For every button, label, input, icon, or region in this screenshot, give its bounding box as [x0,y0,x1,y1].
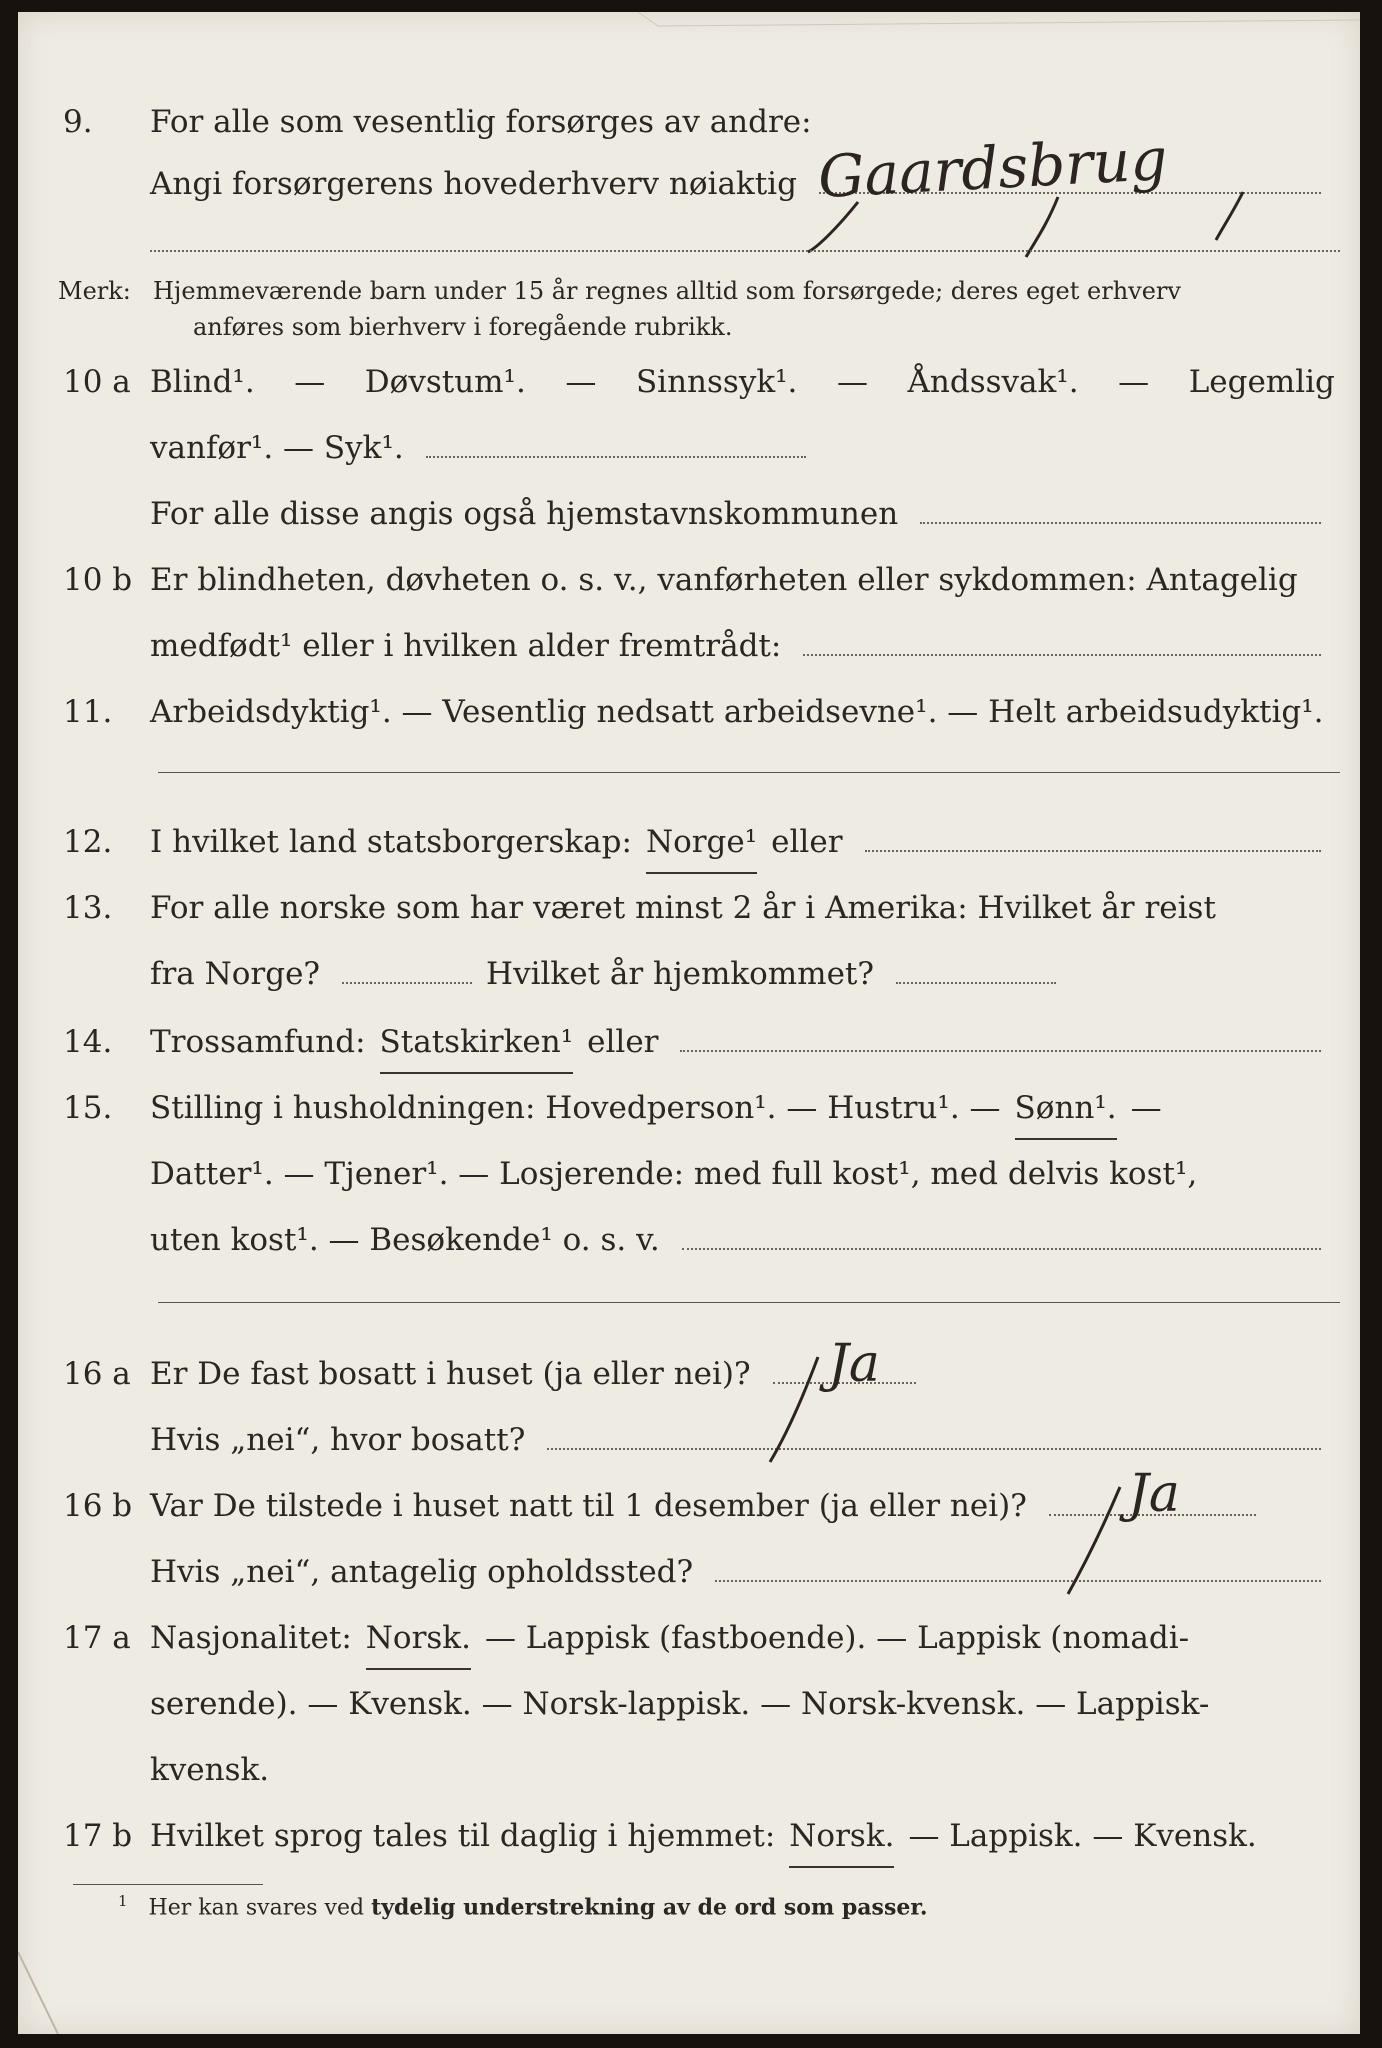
q13-hjemkommet-field[interactable] [896,956,1056,984]
q10a-andssvak[interactable]: Åndssvak¹. [907,364,1079,400]
q16a-bosatt-field[interactable] [547,1422,1321,1450]
q16b-handwriting-stroke [1048,1482,1138,1602]
q10b-line2 [18,616,1360,676]
dash: — [1130,1090,1162,1126]
q10a-syk-field[interactable] [426,430,806,458]
q10b-number: 10 b [63,562,133,598]
q14-label: Trossamfund: [150,1024,366,1060]
q13-question: For alle norske som har været minst 2 år i Amerika: Hvilket år reist [150,890,1216,926]
census-form-page [18,12,1360,2034]
footnote-rule [73,1884,263,1885]
q17a-number: 17 a [63,1620,131,1656]
q16a-number: 16 a [63,1356,131,1392]
q17b-options[interactable]: — Lappisk. — Kvensk. [908,1818,1257,1854]
dash: — [294,364,326,400]
q16a-line2 [18,1410,1360,1470]
q10a-line3 [18,484,1360,544]
q11-number: 11. [63,694,113,730]
q12-answer-field[interactable] [865,824,1321,852]
q16a-label: Hvis „nei“, hvor bosatt? [150,1422,526,1458]
q10a-sinnssyk[interactable]: Sinnssyk¹. [635,364,798,400]
q15-line3 [18,1210,1360,1270]
q9-blank-line [150,250,1340,252]
q12-option-norge[interactable]: Norge¹ [646,812,757,874]
q14-eller: eller [587,1024,659,1060]
merk-text-1: Hjemmeværende barn under 15 år regnes alltid som forsørgede; deres eget erhverv [153,277,1181,305]
q16b-question: Var De tilstede i huset natt til 1 desember (ja eller nei)? [150,1488,1027,1524]
q15-answer-field[interactable] [682,1222,1321,1250]
q17b-number: 17 b [63,1818,133,1854]
q15-number: 15. [63,1090,113,1126]
q14-answer-field[interactable] [680,1024,1321,1052]
footnote [118,1892,928,1920]
q16a-handwritten-answer: Ja [828,1334,880,1394]
q17a-options-2[interactable]: serende). — Kvensk. — Norsk-lappisk. — Norsk-kvensk. — Lappisk- [150,1686,1210,1722]
q16a-question: Er De fast bosatt i huset (ja eller nei)? [150,1356,751,1392]
q17a-options-1[interactable]: — Lappisk (fastboende). — Lappisk (nomadi- [484,1620,1190,1656]
merk-text-2: anføres som bierhverv i foregående rubrikk. [193,313,733,341]
q15-options-2[interactable]: Datter¹. — Tjener¹. — Losjerende: med full kost¹, med delvis kost¹, [150,1156,1198,1192]
q10a-hjemstavn-field[interactable] [920,496,1321,524]
q12-number: 12. [63,824,113,860]
q17a-line2 [18,1674,1360,1734]
footnote-marker: 1 [118,1892,128,1910]
q15-option-sonn[interactable]: Sønn¹. [1015,1078,1117,1140]
q17a-options-3[interactable]: kvensk. [150,1752,270,1788]
q14-option-statskirken[interactable]: Statskirken¹ [380,1012,574,1074]
q10a-line2 [18,418,1360,478]
q9-question: For alle som vesentlig forsørges av andre: [150,104,812,140]
q17b-option-norsk[interactable]: Norsk. [789,1806,894,1868]
q9-number: 9. [63,104,93,140]
q15-options-3[interactable]: uten kost¹. — Besøkende¹ o. s. v. [150,1222,660,1258]
q11-options[interactable]: Arbeidsdyktig¹. — Vesentlig nedsatt arbeidsevne¹. — Helt arbeidsudyktig¹. [150,694,1324,730]
q9-handwriting-strokes [798,172,1278,262]
q10a-line1 [18,352,1360,412]
q13-reist-field[interactable] [342,956,472,984]
q17b-line [18,1806,1360,1866]
footnote-text-plain: Her kan svares ved [148,1895,365,1921]
q15-options-1[interactable]: Stilling i husholdningen: Hovedperson¹. — Hustru¹. — [150,1090,1001,1126]
q13-hjemkommet-label: Hvilket år hjemkommet? [486,956,875,992]
dash: — [565,364,597,400]
q17a-line3 [18,1740,1360,1800]
q10a-blind[interactable]: Blind¹. [150,364,255,400]
q17a-label: Nasjonalitet: [150,1620,352,1656]
q15-line2 [18,1144,1360,1204]
q12-eller: eller [771,824,843,860]
q10a-hjemstavn-label: For alle disse angis også hjemstavnskommunen [150,496,899,532]
q10a-legemlig[interactable]: Legemlig [1188,364,1335,400]
q9-handwritten-answer: Gaardsbrug [816,124,1169,212]
q13-line2 [18,944,1360,1004]
q10a-dovstum[interactable]: Døvstum¹. [364,364,526,400]
q10b-line1 [18,550,1360,610]
q10b-label: medfødt¹ eller i hvilken alder fremtrådt: [150,628,782,664]
q16a-line1 [18,1344,1360,1404]
q15-divider [158,1302,1340,1303]
q16a-handwriting-stroke [758,1352,838,1472]
merk-note [58,274,1358,344]
q17b-label: Hvilket sprog tales til daglig i hjemmet: [150,1818,776,1854]
q16b-number: 16 b [63,1488,133,1524]
q10a-vanfor-syk[interactable]: vanfør¹. — Syk¹. [150,430,404,466]
q16b-label: Hvis „nei“, antagelig opholdssted? [150,1554,694,1590]
q16b-handwritten-answer: Ja [1128,1464,1180,1524]
q10a-number: 10 a [63,364,131,400]
q14-number: 14. [63,1024,113,1060]
q17a-line1 [18,1608,1360,1668]
q9-label: Angi forsørgerens hovederhverv nøiaktig [150,166,797,202]
q16b-opholdssted-field[interactable] [715,1554,1321,1582]
q13-number: 13. [63,890,113,926]
q13-reist-label: fra Norge? [150,956,321,992]
dash: — [836,364,868,400]
dash: — [1118,364,1150,400]
q16b-line2 [18,1542,1360,1602]
q11-divider [158,772,1340,773]
merk-label: Merk: [58,277,131,305]
q13-line1 [18,878,1360,938]
q10b-answer-field[interactable] [803,628,1321,656]
footnote-text-bold: tydelig understrekning av de ord som passer. [371,1894,928,1921]
q17a-option-norsk[interactable]: Norsk. [366,1608,471,1670]
q11-line [18,682,1360,742]
q12-label: I hvilket land statsborgerskap: [150,824,632,860]
q12-line [18,812,1360,872]
q15-line1 [18,1078,1360,1138]
q10b-question: Er blindheten, døvheten o. s. v., vanførheten eller sykdommen: Antagelig [150,562,1298,598]
q14-line [18,1012,1360,1072]
